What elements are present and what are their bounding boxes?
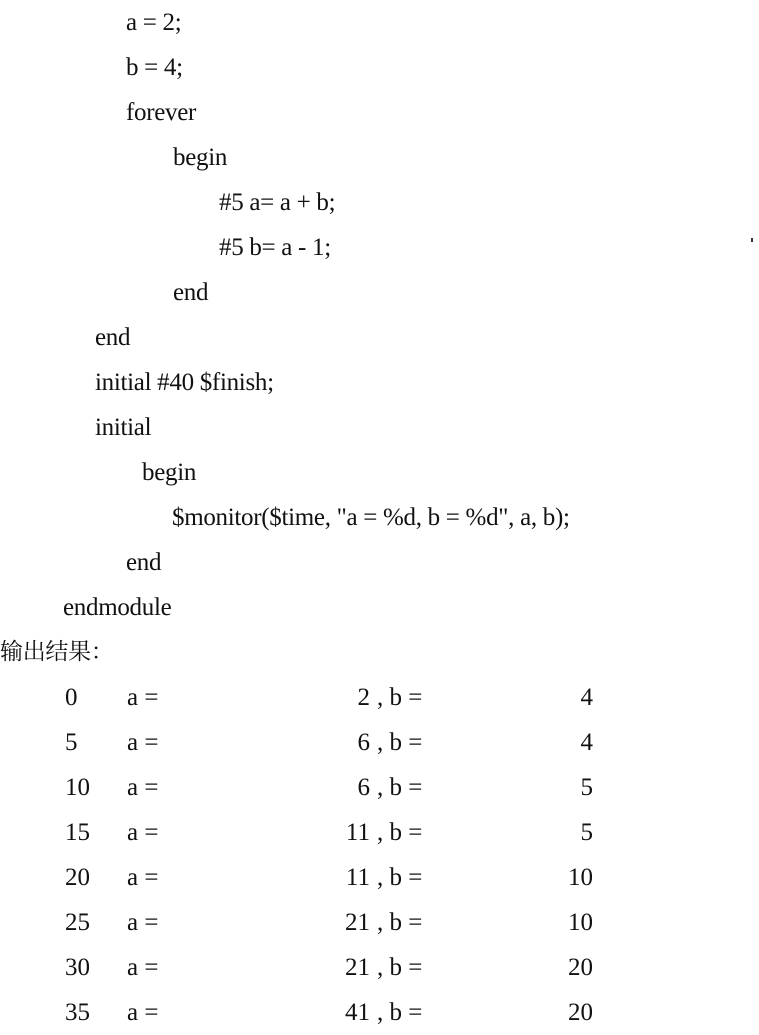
output-row [0,945,759,990]
b-value: 4 [580,684,593,711]
time-value: 30 [65,954,90,981]
code-line: end [173,279,209,306]
a-label: a = [127,909,159,936]
time-value: 10 [65,774,90,801]
code-line: end [126,549,162,576]
b-value: 4 [580,729,593,756]
a-value: 21 [345,909,370,936]
a-label: a = [127,999,159,1026]
a-value: 6 [357,774,370,801]
time-value: 15 [65,819,90,846]
b-label: , b = [377,909,423,936]
code-line: b = 4; [126,54,183,81]
b-label: , b = [377,729,423,756]
time-value: 25 [65,909,90,936]
output-row [0,720,759,765]
time-value: 35 [65,999,90,1026]
b-label: , b = [377,954,423,981]
scan-speck [751,238,753,242]
code-line: end [95,324,131,351]
output-heading: 输出结果： [0,639,114,665]
b-value: 10 [568,909,593,936]
code-line: $monitor($time, "a = %d, b = %d", a, b); [172,504,570,531]
code-line: endmodule [63,594,172,621]
b-label: , b = [377,774,423,801]
a-value: 21 [345,954,370,981]
b-label: , b = [377,819,423,846]
a-label: a = [127,684,159,711]
code-line: begin [173,144,228,171]
a-label: a = [127,819,159,846]
time-value: 0 [65,684,78,711]
output-row [0,855,759,900]
code-line: a = 2; [126,9,182,36]
a-label: a = [127,774,159,801]
output-row [0,990,759,1035]
a-label: a = [127,864,159,891]
time-value: 5 [65,729,78,756]
output-row [0,765,759,810]
output-row [0,675,759,720]
a-value: 41 [345,999,370,1026]
a-value: 11 [345,864,370,891]
b-value: 20 [568,999,593,1026]
b-label: , b = [377,999,423,1026]
a-value: 6 [357,729,370,756]
b-label: , b = [377,684,423,711]
b-value: 20 [568,954,593,981]
output-row [0,900,759,945]
code-line: initial #40 $finish; [95,369,274,396]
time-value: 20 [65,864,90,891]
a-value: 2 [357,684,370,711]
b-value: 10 [568,864,593,891]
code-line: #5 b= a - 1; [219,234,331,261]
b-label: , b = [377,864,423,891]
code-line: begin [142,459,197,486]
code-line: forever [126,99,197,126]
b-value: 5 [580,819,593,846]
b-value: 5 [580,774,593,801]
a-label: a = [127,729,159,756]
code-line: #5 a= a + b; [219,189,336,216]
code-line: initial [95,414,152,441]
output-row [0,810,759,855]
a-value: 11 [345,819,370,846]
a-label: a = [127,954,159,981]
